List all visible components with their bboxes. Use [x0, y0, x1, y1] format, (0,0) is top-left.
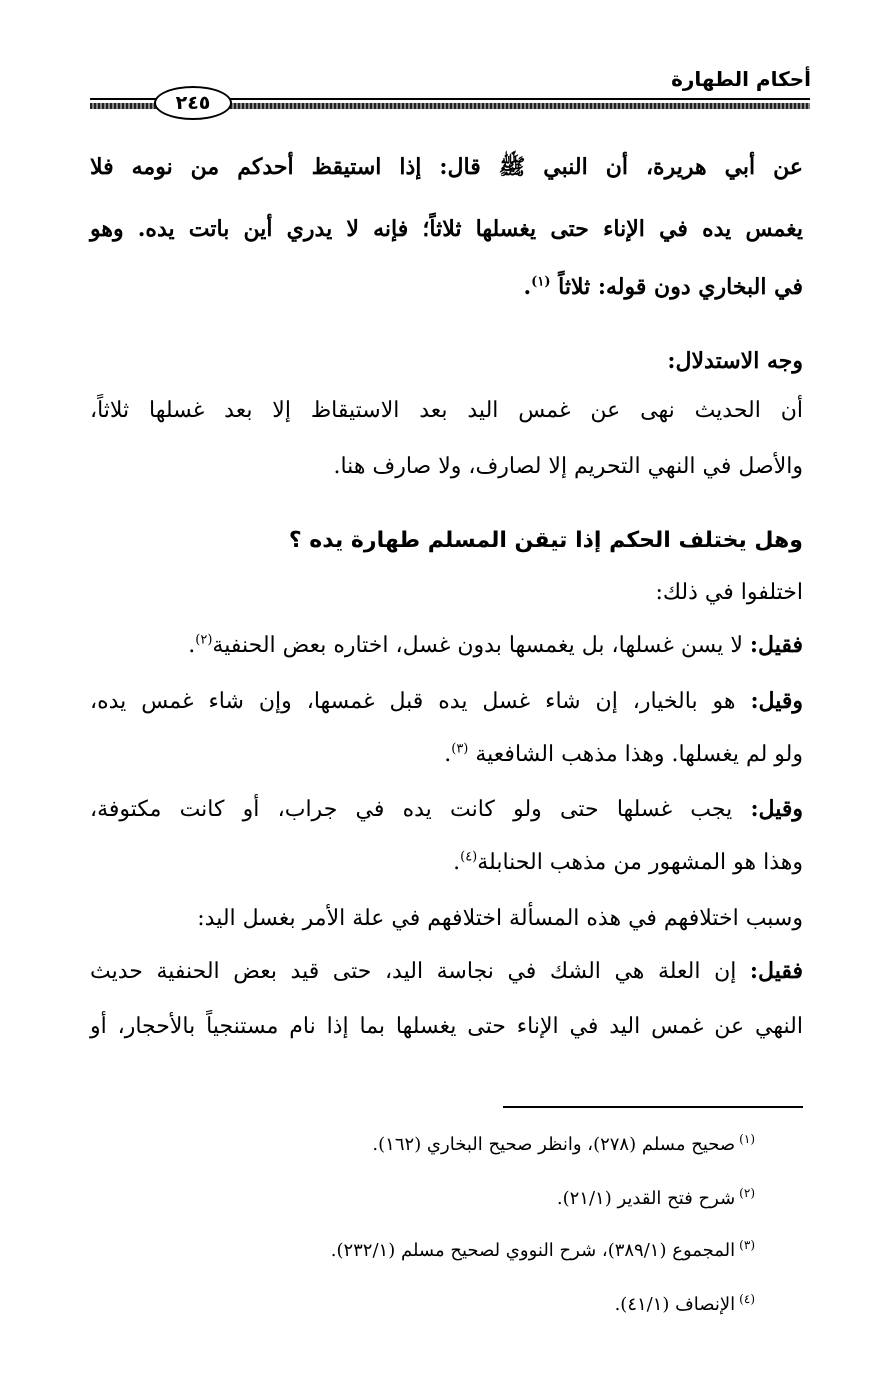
opinion-lead: وقيل: [750, 688, 803, 714]
opinion-2-line-1 [90, 686, 803, 717]
footnote-ref-4: (٤) [460, 849, 478, 865]
footnote-ref-1: (١) [531, 274, 551, 290]
hadith-line-3 [90, 272, 803, 302]
footnote-number: (٢) [739, 1186, 755, 1200]
period: . [523, 274, 532, 300]
section-heading: وهل يختلف الحكم إذا تيقن المسلم طهارة يده ؟ [288, 528, 803, 553]
period: . [444, 742, 452, 767]
opinion-3-text: يجب غسلها حتى ولو كانت يده في جراب، أو كانت مكتوفة، [90, 797, 751, 822]
footnote-number: (٤) [739, 1292, 755, 1306]
opinion-3-line-2 [90, 848, 803, 878]
footnote-ref-2: (٢) [195, 632, 213, 648]
paragraph-line: اختلفوا في ذلك: [655, 580, 803, 605]
footnote-text: الإنصاف (٤١/١). [614, 1294, 736, 1315]
hadith-line-2: يغمس يده في الإناء حتى يغسلها ثلاثاً؛ فإنه لا يدري أين باتت يده. وهو [90, 216, 803, 242]
opinion-2-line-2 [90, 740, 803, 770]
period: . [453, 850, 461, 875]
footnote-4 [615, 1286, 755, 1318]
footnote-separator [503, 1106, 803, 1108]
footnote-number: (٣) [739, 1238, 755, 1252]
opinion-3-text-2: وهذا هو المشهور من مذهب الحنابلة [477, 850, 803, 875]
page-number: ٢٤٥ [154, 86, 232, 120]
reason-1-line-1 [90, 956, 803, 987]
reason-line: وسبب اختلافهم في هذه المسألة اختلافهم في علة الأمر بغسل اليد: [197, 906, 803, 931]
footnote-ref-3: (٣) [451, 741, 469, 757]
footnote-text: المجموع (٣٨٩/١)، شرح النووي لصحيح مسلم (٢٣٢/١). [330, 1240, 736, 1261]
hadith-line-1: عن أبي هريرة، أن النبي ﷺ قال: إذا استيقظ أحدكم من نومه فلا [90, 154, 803, 180]
evidence-line-2: والأصل في النهي التحريم إلا لصارف، ولا صارف هنا. [333, 454, 803, 479]
reason-1-text: إن العلة هي الشك في نجاسة اليد، حتى قيد بعض الحنفية حديث [90, 959, 750, 984]
footnote-3 [331, 1232, 755, 1264]
period: . [188, 633, 196, 658]
opinion-lead: وقيل: [750, 796, 803, 822]
evidence-line-1: أن الحديث نهى عن غمس اليد بعد الاستيقاظ إلا بعد غسلها ثلاثاً، [90, 398, 803, 423]
hadith-line-3-text: في البخاري دون قوله: ثلاثاً [558, 274, 803, 300]
opinion-1-line [90, 630, 803, 661]
opinion-2-text: هو بالخيار، إن شاء غسل يده قبل غمسها، وإن شاء غمس يده، [90, 689, 751, 714]
running-head: أحكام الطهارة [671, 67, 811, 91]
opinion-lead: فقيل: [749, 958, 803, 984]
opinion-1-text: لا يسن غسلها، بل يغمسها بدون غسل، اختاره بعض الحنفية [212, 633, 750, 658]
opinion-lead: فقيل: [749, 632, 803, 658]
footnote-number: (١) [739, 1132, 755, 1146]
footnote-2 [557, 1180, 755, 1212]
opinion-3-line-1 [90, 794, 803, 825]
reason-1-line-2: النهي عن غمس اليد في الإناء حتى يغسلها بما إذا نام مستنجياً بالأحجار، أو [90, 1014, 803, 1039]
opinion-2-text-2: ولو لم يغسلها. وهذا مذهب الشافعية [475, 742, 803, 767]
footnote-text: صحيح مسلم (٢٧٨)، وانظر صحيح البخاري (١٦٢). [372, 1134, 736, 1155]
section-label-evidence: وجه الاستدلال: [667, 348, 803, 374]
footnote-1 [372, 1126, 755, 1158]
footnote-text: شرح فتح القدير (٢١/١). [556, 1188, 736, 1209]
